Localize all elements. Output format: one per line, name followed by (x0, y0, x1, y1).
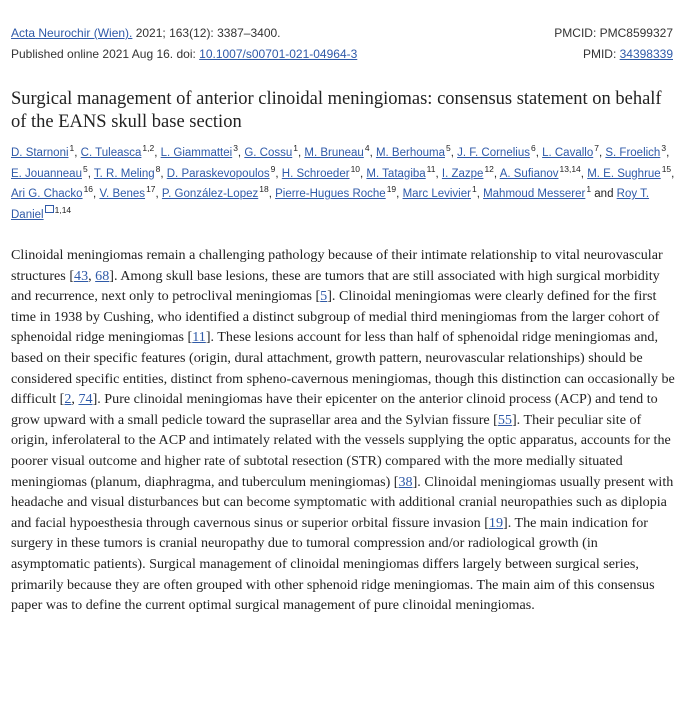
author-entry: L. Giammattei$^3$, (160, 143, 245, 159)
pmid-link[interactable]: 34398339 (619, 47, 673, 61)
author-link[interactable]: V. Benes (99, 188, 146, 200)
abstract-text: ]. Clinoidal meningiomas usually present with headache and visual disturbances but can become symptomatic with additional cranial neuropathies such as diplopia and facial hypoesthesia through cavernous sinus or superior orbital fissure invasion [ (11, 473, 674, 531)
author-link[interactable]: J. F. Cornelius (457, 147, 530, 159)
author-affiliation: 16 (83, 184, 94, 194)
author-link[interactable]: Ari G. Chacko (11, 188, 83, 200)
author-link[interactable]: H. Schroeder (281, 167, 350, 180)
author-entry: D. Paraskevopoulos$^9$, (166, 163, 282, 180)
author-affiliation: 1 (69, 143, 75, 153)
author-entry: Marc Levivier$^1$, (402, 184, 484, 200)
citation-details: 2021; 163(12): 3387–3400. (132, 26, 281, 40)
author-link[interactable]: A. Sufianov (499, 167, 559, 180)
author-affiliation: 9 (270, 163, 276, 174)
author-link[interactable]: Marc Levivier (402, 188, 471, 200)
author-entry: M. Tatagiba$^{11}$, (366, 163, 442, 180)
published-text: Published online 2021 Aug 16. doi: (11, 47, 200, 61)
reference-link[interactable]: 11 (192, 329, 206, 346)
author-affiliation: 15 (661, 163, 672, 174)
author-entry: E. Jouanneau$^5$, (11, 163, 94, 180)
abstract-paragraph (11, 245, 675, 616)
author-entry: S. Froelich$^3$, (605, 143, 670, 159)
author-entry: D. Starnoni$^1$, (11, 143, 81, 159)
author-entry: M. Berhouma$^5$, (375, 143, 458, 159)
author-link[interactable]: D. Starnoni (11, 147, 69, 159)
author-affiliation: 12 (484, 163, 494, 174)
author-entry: H. Schroeder$^{10}$, (281, 163, 367, 180)
reference-link[interactable]: 19 (488, 514, 503, 531)
author-entry: M. E. Sughrue$^{15}$, (587, 163, 675, 180)
abstract-text: , (71, 391, 79, 408)
author-affiliation: 1 (293, 143, 298, 153)
reference-link[interactable]: 2 (64, 391, 72, 408)
abstract-text: ]. Among skull base lesions, these are tumors that are still associated with high surgical morbidity and recurrence, next only to petroclival meningiomas [ (11, 267, 660, 305)
author-entry: V. Benes$^{17}$, (99, 184, 162, 200)
author-link[interactable]: L. Cavallo (542, 147, 594, 159)
author-entry: M. Bruneau$^4$, (304, 143, 376, 159)
author-affiliation: 1 (586, 184, 592, 194)
author-affiliation: 7 (594, 143, 599, 153)
reference-link[interactable]: 43 (74, 267, 89, 284)
reference-link[interactable]: 38 (398, 473, 413, 490)
author-link[interactable]: Roy T. Daniel (11, 188, 650, 221)
email-icon[interactable] (45, 205, 54, 213)
abstract-text: ]. These lesions account for less than half of sphenoidal ridge meningiomas and, based on their specific features (origin, dural attachment, growth pattern, neurovascular relationships) should be considered specific entities, distinct from spheno-cavernous meningiomas, though this distinction can occasionally be difficult [ (11, 329, 675, 408)
author-list (11, 143, 679, 225)
author-link[interactable]: M. Bruneau (304, 147, 364, 159)
author-and: and (591, 188, 617, 200)
author-link[interactable]: T. R. Meling (93, 167, 155, 180)
author-link[interactable]: S. Froelich (605, 147, 661, 159)
reference-link[interactable]: 74 (78, 391, 93, 408)
author-affiliation: 5 (445, 143, 451, 153)
author-affiliation: 1 (471, 184, 477, 194)
author-affiliation: 19 (386, 184, 397, 194)
author-link[interactable]: I. Zazpe (441, 167, 484, 180)
author-entry: J. F. Cornelius$^6$, (457, 143, 543, 159)
abstract-text: Clinoidal meningiomas remain a challenging pathology because of their intimate relationship to vital neurovascular structures [ (11, 247, 663, 284)
journal-link[interactable]: Acta Neurochir (Wien). (11, 26, 133, 40)
author-affiliation: 17 (146, 184, 156, 194)
abstract-text: ]. Clinoidal meningiomas were clearly defined for the first time in 1938 by Cushing, who identified a distinct subgroup of medial third meningiomas from the larger cohort of sphenoidal ridge meningiomas [ (11, 288, 660, 346)
author-affiliation: 8 (155, 163, 161, 174)
citation-line (11, 26, 281, 40)
author-link[interactable]: Pierre-Hugues Roche (275, 188, 386, 200)
author-entry: P. González-Lopez$^{18}$, (161, 184, 276, 200)
author-link[interactable]: D. Paraskevopoulos (166, 167, 270, 180)
pmid-line (583, 47, 673, 61)
abstract-text: ]. Pure clinoidal meningiomas have their epicenter on the anterior clinoid process (ACP) and tend to grow upward with a small pedicle toward the suprasellar area and the Sylvian fissure [ (11, 391, 658, 428)
author-entry: Ari G. Chacko$^{16}$, (11, 184, 100, 200)
author-entry: Pierre-Hugues Roche$^{19}$, (275, 184, 403, 200)
author-affiliation: 6 (530, 143, 536, 153)
reference-link[interactable]: 55 (497, 411, 512, 428)
author-affiliation: 18 (259, 184, 269, 194)
author-link[interactable]: L. Giammattei (160, 147, 233, 159)
author-affiliation: 5 (82, 163, 88, 174)
author-link[interactable]: E. Jouanneau (11, 167, 82, 180)
author-link[interactable]: M. E. Sughrue (587, 167, 661, 180)
author-entry: I. Zazpe$^{12}$, (441, 163, 500, 180)
abstract-text: , (88, 267, 96, 284)
author-affiliation: 1,2 (142, 143, 155, 153)
author-affiliation: 13,14 (559, 163, 581, 174)
author-entry (483, 184, 592, 200)
author-link[interactable]: Mahmoud Messerer (483, 188, 586, 200)
reference-link[interactable]: 68 (95, 267, 110, 284)
author-entry: T. R. Meling$^8$, (93, 163, 167, 180)
author-affiliation: 1,14 (54, 204, 72, 215)
author-affiliation: 4 (364, 143, 370, 153)
abstract-text: ]. Their peculiar site of origin, inferolateral to the ACP and intimately related with the vessels supplying the optic apparatus, accounts for the poorer visual outcome and higher rate of subtotal resection (STR) compared with the more medially situated meningiomas (planum, diaphragma, and tuberculum meningiomas) [ (11, 411, 671, 490)
author-link[interactable]: G. Cossu (244, 147, 293, 159)
author-link[interactable]: C. Tuleasca (80, 147, 142, 159)
doi-link[interactable]: 10.1007/s00701-021-04964-3 (199, 47, 358, 61)
author-link[interactable]: P. González-Lopez (161, 188, 259, 200)
author-entry: C. Tuleasca$^{1,2}$, (80, 143, 161, 159)
pmid-label: PMID: (582, 47, 620, 61)
author-link[interactable]: M. Tatagiba (366, 167, 426, 180)
article-title: Surgical management of anterior clinoidal meningiomas: consensus statement on behalf of the EANS skull base section (11, 89, 662, 132)
author-link[interactable]: M. Berhouma (375, 147, 445, 159)
published-line (11, 47, 357, 61)
author-affiliation: 3 (661, 143, 667, 153)
author-entry: L. Cavallo$^7$, (542, 143, 606, 159)
author-entry: A. Sufianov$^{13,14}$, (499, 163, 588, 180)
author-entry: G. Cossu$^1$, (244, 143, 305, 159)
author-affiliation: 10 (350, 163, 361, 174)
abstract-text: ]. The main indication for surgery in these tumors is cranial neuropathy due to tumoral compression and/or radiological growth (in asymptomatic patients). Surgical management of clinoidal meningiomas differs largely between surgical series, primarily because they are often grouped with other sphenoid ridge meningiomas. The main aim of this consensus paper was to define the current optimal surgical management of pure clinoidal meningiomas. (11, 514, 655, 614)
pmcid: PMCID: PMC8599327 (554, 26, 673, 40)
author-affiliation: 3 (233, 143, 238, 153)
author-affiliation: 11 (426, 163, 436, 174)
reference-link[interactable]: 5 (320, 288, 328, 305)
